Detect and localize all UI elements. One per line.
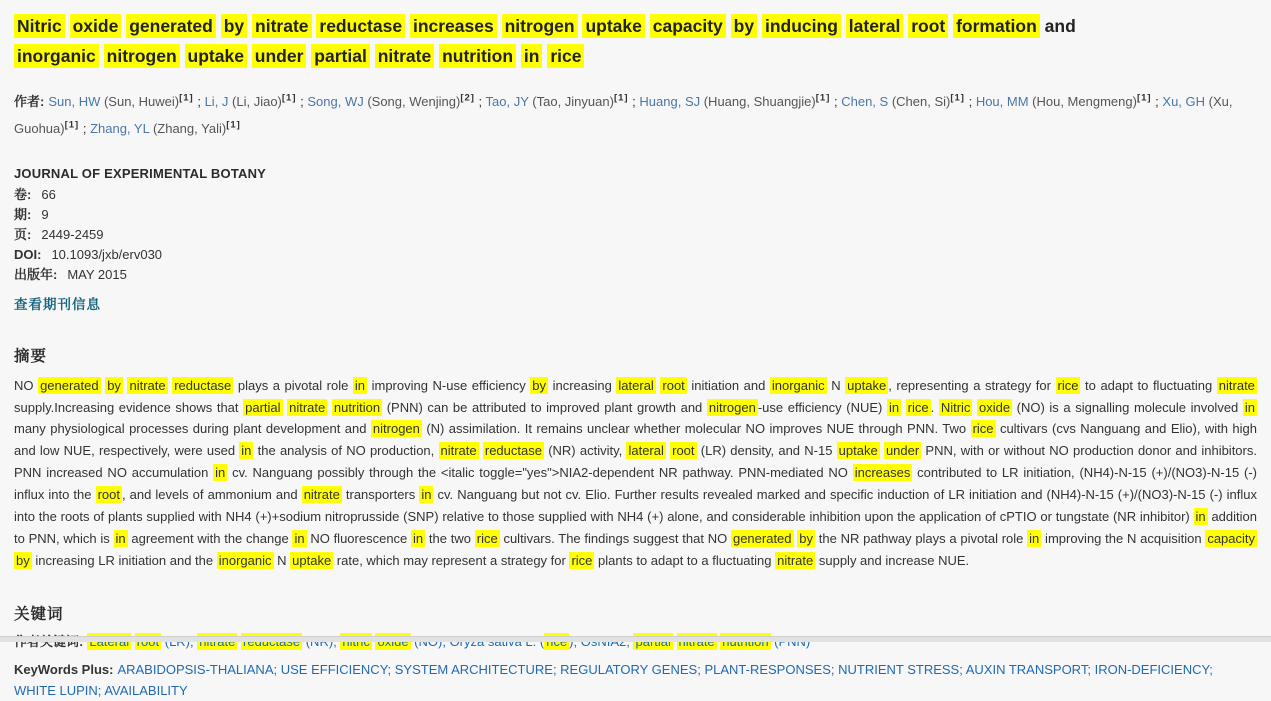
- highlighted-term: reductase: [174, 377, 232, 393]
- highlighted-term: reductase: [316, 14, 405, 38]
- highlighted-term: by: [532, 377, 547, 393]
- highlighted-term: in: [354, 377, 366, 393]
- highlighted-term: inorganic: [14, 44, 99, 68]
- journal-field-row: [14, 185, 1257, 205]
- highlighted-term: nitrate: [375, 44, 434, 68]
- keyword-separator: ;: [387, 661, 395, 677]
- field-label: 页:: [14, 226, 32, 242]
- keywords-plus-label: KeyWords Plus:: [14, 661, 114, 677]
- highlighted-term: in: [421, 487, 432, 503]
- view-journal-link[interactable]: 查看期刊信息: [14, 296, 101, 312]
- highlighted-term: formation: [953, 14, 1040, 38]
- highlighted-term: in: [413, 531, 424, 546]
- bottom-scrollbar[interactable]: [0, 636, 1271, 642]
- highlighted-term: lateral: [628, 443, 664, 459]
- author-affiliation-sup: [1]: [1136, 93, 1152, 104]
- highlighted-term: rice: [571, 552, 593, 568]
- highlighted-term: Nitric: [14, 14, 65, 38]
- author-link[interactable]: Xu, GH: [1162, 94, 1206, 110]
- highlighted-term: under: [885, 443, 920, 459]
- highlighted-term: nitrate: [289, 399, 326, 415]
- highlighted-term: in: [241, 443, 252, 459]
- highlighted-term: nitrogen: [502, 14, 578, 38]
- keyword-separator: ;: [830, 661, 839, 677]
- author-full-name: (Huang, Shuangjie): [700, 94, 816, 110]
- author-link[interactable]: Tao, JY: [485, 94, 529, 110]
- author-full-name: (Zhang, Yali): [149, 120, 227, 136]
- highlighted-term: oxide: [979, 399, 1011, 415]
- keyword-separator: ;: [959, 661, 966, 677]
- authors-list: Sun, HW (Sun, Huwei)[1] ; Li, J (Li, Jiao)[1] ; Song, WJ (Song, Wenjing)[2] ; Tao, JY (Tao, Jinyuan)[1] ; Huang, SJ (Huang, Shuangjie)[1] ; Chen, S (Chen, Si)[1] ; Hou, MM (Hou, Mengmeng)[1] ; Xu, GH (Xu, Guohua)[1] ; Zhang, YL (Zhang, Yali)[1]: [14, 93, 1233, 136]
- highlighted-term: nutrition: [439, 44, 516, 68]
- highlighted-term: in: [115, 531, 126, 546]
- highlighted-term: uptake: [292, 552, 332, 568]
- highlighted-term: by: [731, 14, 757, 38]
- author-affiliation-sup: [1]: [281, 93, 297, 104]
- highlighted-term: root: [662, 377, 685, 393]
- article-title: Nitric oxide generated by nitrate reductase increases nitrogen uptake capacity by inducing lateral root formation and inorganic nitrogen uptake under partial nitrate nutrition in rice: [14, 11, 1149, 71]
- author-full-name: (Tao, Jinyuan): [528, 94, 614, 110]
- highlighted-term: nitrate: [777, 552, 814, 568]
- highlighted-term: reductase: [484, 443, 542, 459]
- field-value: MAY 2015: [67, 266, 127, 282]
- author-full-name: (Hou, Mengmeng): [1028, 94, 1137, 110]
- journal-field-row: [14, 225, 1257, 245]
- keywords-plus-link[interactable]: SYSTEM ARCHITECTURE: [394, 661, 553, 677]
- highlighted-term: rice: [972, 421, 994, 437]
- highlighted-term: nitrate: [303, 487, 340, 503]
- keywords-plus-link[interactable]: WHITE LUPIN: [14, 682, 98, 698]
- journal-name: JOURNAL OF EXPERIMENTAL BOTANY: [14, 165, 267, 181]
- highlighted-term: lateral: [846, 14, 904, 38]
- abstract-text: NO generated by nitrate reductase plays a pivotal role in improving N-use efficiency by increasing lateral root initiation and inorganic N uptake , representing a strategy for rice to adapt to fluctuating nitrate supply.Increasing evidence shows that partial nitrate nutrition (PNN) can be attributed to improved plant growth and nitrogen -use efficiency (NUE) in rice . Nitric oxide (NO) is a signalling molecule involved in many physiological processes during plant development and nitrogen (N) assimilation. It remains unclear whether molecular NO improves NUE through PNN. Two rice cultivars (cvs Nanguang and Elio), with high and low NUE, respectively, were used in the analysis of NO production, nitrate reductase (NR) activity, lateral root (LR) density, and N-15 uptake under PNN, with or without NO production donor and inhibitors. PNN increased NO accumulation in cv. Nanguang possibly through the <italic toggle="yes">NIA2-dependent NR pathway. PNN-mediated NO increases contributed to LR initiation, (NH4)-N-15 (+)/(NO3)-N-15 (-) influx into the root , and levels of ammonium and nitrate transporters in cv. Nanguang but not cv. Elio. Further results revealed marked and specific induction of LR initiation and (NH4)-N-15 (+)/(NO3)-N-15 (-) influx into the roots of plants supplied with NH4 (+)+sodium nitroprusside (SNP) relative to those supplied with NH4 (+) alone, and considerable inhibition upon the application of cPTIO or tungstate (NR inhibitor) in addition to PNN, which is in agreement with the change in NO fluorescence in the two rice cultivars. The findings suggest that NO generated by the NR pathway plays a pivotal role in improving the N acquisition capacity by increasing LR initiation and the inorganic N uptake rate, which may represent a strategy for rice plants to adapt to a fluctuating nitrate supply and increase NUE.: [14, 377, 1258, 568]
- highlighted-term: in: [1244, 399, 1255, 415]
- highlighted-term: nitrate: [440, 443, 477, 459]
- author-affiliation-sup: [1]: [179, 93, 194, 104]
- highlighted-term: generated: [40, 377, 99, 393]
- keyword-separator: ;: [273, 661, 281, 677]
- keywords-plus-link[interactable]: PLANT-RESPONSES: [704, 661, 831, 677]
- highlighted-term: nitrogen: [708, 399, 756, 415]
- journal-field-row: [14, 245, 1257, 265]
- keywords-plus-row: [14, 659, 1257, 701]
- highlighted-term: by: [221, 14, 247, 38]
- highlighted-term: in: [521, 44, 543, 68]
- keywords-heading: 关键词: [14, 605, 64, 623]
- highlighted-term: root: [97, 487, 120, 503]
- keywords-plus-list: [14, 662, 1213, 698]
- highlighted-term: oxide: [70, 14, 122, 38]
- highlighted-term: nitrate: [129, 377, 166, 393]
- author-link[interactable]: Sun, HW: [48, 94, 101, 110]
- author-link[interactable]: Chen, S: [841, 94, 889, 110]
- field-value: 9: [41, 206, 49, 222]
- keywords-plus-link[interactable]: ARABIDOPSIS-THALIANA: [117, 661, 274, 677]
- highlighted-term: under: [252, 44, 307, 68]
- highlighted-term: in: [294, 531, 305, 546]
- field-label: DOI:: [14, 246, 42, 262]
- highlighted-term: capacity: [1207, 531, 1256, 546]
- authors-row: [14, 87, 1257, 140]
- field-value: 2449-2459: [41, 226, 104, 242]
- keyword-separator: ;: [552, 661, 561, 677]
- journal-field-row: [14, 205, 1257, 225]
- keyword-separator: ;: [697, 661, 705, 677]
- highlighted-term: uptake: [582, 14, 644, 38]
- author-full-name: (Chen, Si): [888, 94, 951, 110]
- field-label: 出版年:: [14, 266, 58, 282]
- highlighted-term: generated: [126, 14, 216, 38]
- highlighted-term: root: [672, 443, 695, 459]
- keywords-plus-link[interactable]: IRON-DEFICIENCY: [1094, 661, 1210, 677]
- author-affiliation-sup: [1]: [950, 93, 965, 104]
- highlighted-term: by: [16, 552, 30, 568]
- highlighted-term: generated: [732, 531, 792, 546]
- highlighted-term: uptake: [185, 44, 247, 68]
- highlighted-term: increases: [854, 465, 911, 481]
- author-affiliation-sup: [2]: [460, 93, 475, 104]
- highlighted-term: by: [799, 531, 814, 546]
- highlighted-term: nitrogen: [372, 421, 420, 437]
- keywords-plus-link[interactable]: NUTRIENT STRESS: [838, 661, 960, 677]
- keyword-separator: ;: [97, 682, 105, 698]
- highlighted-term: inducing: [762, 14, 841, 38]
- author-link[interactable]: Li, J: [204, 94, 229, 110]
- keywords-plus-link[interactable]: AUXIN TRANSPORT: [965, 661, 1088, 677]
- highlighted-term: in: [888, 399, 900, 415]
- highlighted-term: in: [215, 465, 226, 481]
- keyword-separator: ;: [1087, 661, 1095, 677]
- highlighted-term: Nitric: [940, 399, 971, 415]
- author-link[interactable]: Huang, SJ: [639, 94, 701, 110]
- highlighted-term: inorganic: [218, 552, 272, 568]
- highlighted-term: increases: [410, 14, 497, 38]
- author-full-name: (Li, Jiao): [228, 94, 282, 110]
- authors-label: 作者:: [14, 94, 45, 110]
- highlighted-term: inorganic: [771, 377, 825, 393]
- highlighted-term: capacity: [650, 14, 726, 38]
- author-affiliation-sup: [1]: [226, 119, 241, 131]
- author-affiliation-sup: [1]: [64, 119, 80, 131]
- highlighted-term: nitrate: [252, 14, 311, 38]
- highlighted-term: rice: [907, 399, 929, 415]
- highlighted-term: partial: [311, 44, 370, 68]
- author-full-name: (Sun, Huwei): [100, 94, 180, 110]
- author-full-name: (Xu, Guohua): [14, 94, 1233, 136]
- highlighted-term: in: [1195, 509, 1206, 525]
- highlighted-term: partial: [245, 399, 281, 415]
- highlighted-term: by: [107, 377, 121, 393]
- highlighted-term: nitrogen: [104, 44, 180, 68]
- field-label: 期:: [14, 206, 32, 222]
- keywords-plus-link[interactable]: USE EFFICIENCY: [280, 661, 388, 677]
- author-affiliation-sup: [1]: [613, 93, 629, 104]
- highlighted-term: root: [908, 14, 948, 38]
- highlighted-term: lateral: [618, 377, 654, 393]
- highlighted-term: nutrition: [333, 399, 381, 415]
- field-value: 10.1093/jxb/erv030: [51, 246, 163, 262]
- journal-field-row: [14, 265, 1257, 285]
- author-full-name: (Song, Wenjing): [363, 94, 461, 110]
- author-link[interactable]: Hou, MM: [975, 94, 1029, 110]
- highlighted-term: nitrate: [1218, 377, 1255, 393]
- highlighted-term: rice: [547, 44, 584, 68]
- keywords-plus-link[interactable]: AVAILABILITY: [104, 682, 188, 698]
- highlighted-term: rice: [476, 531, 498, 546]
- highlighted-term: rice: [1057, 377, 1079, 393]
- highlighted-term: in: [1029, 531, 1040, 546]
- author-link[interactable]: Zhang, YL: [90, 120, 150, 136]
- field-label: 卷:: [14, 186, 32, 202]
- journal-fields: [14, 185, 1257, 285]
- highlighted-term: uptake: [847, 377, 887, 393]
- field-value: 66: [41, 186, 56, 202]
- author-affiliation-sup: [1]: [815, 93, 831, 104]
- keyword-separator: ;: [1209, 661, 1213, 677]
- highlighted-term: uptake: [838, 443, 878, 459]
- keywords-plus-link[interactable]: REGULATORY GENES: [560, 661, 698, 677]
- author-link[interactable]: Song, WJ: [307, 94, 364, 110]
- abstract-heading: 摘要: [14, 347, 48, 365]
